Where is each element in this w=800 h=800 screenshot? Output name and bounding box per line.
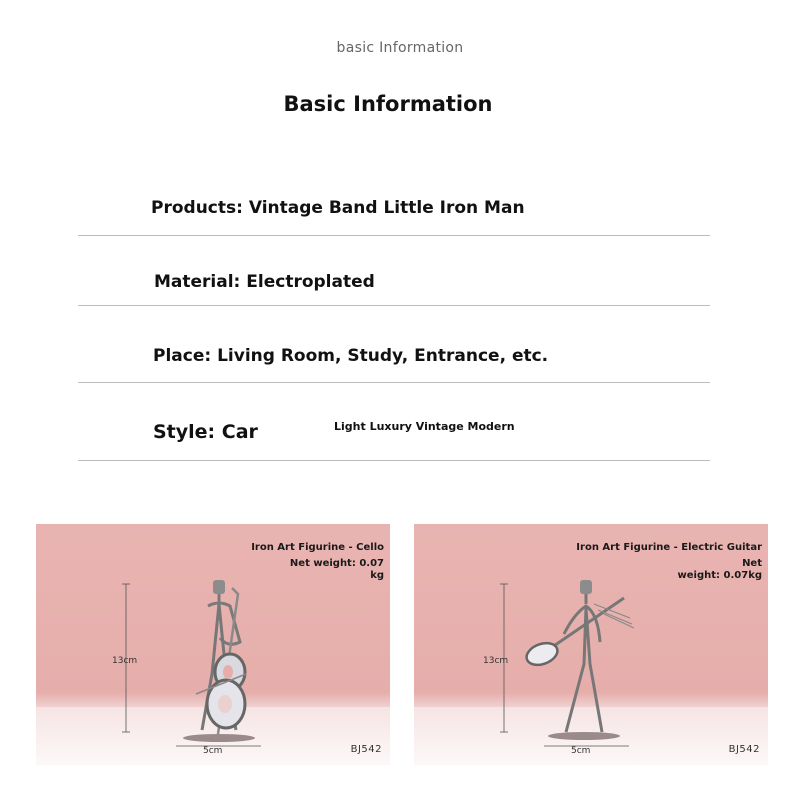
card-weight-unit: kg — [370, 570, 384, 581]
card-weight: Net — [742, 558, 762, 569]
product-card-electric-guitar — [414, 524, 768, 765]
info-row-label: Style: Car — [153, 421, 258, 443]
divider — [78, 235, 710, 236]
info-row-label: Place: Living Room, Study, Entrance, etc. — [153, 346, 549, 366]
height-label: 13cm — [112, 656, 138, 666]
card-weight-unit: weight: 0.07kg — [677, 570, 762, 581]
product-code: BJ542 — [350, 744, 382, 755]
guitar-figurine-icon — [414, 524, 768, 765]
product-card-cello — [36, 524, 390, 765]
info-row-label: Material: Electroplated — [154, 272, 375, 292]
height-label: 13cm — [483, 656, 509, 666]
divider — [78, 305, 710, 306]
card-weight: Net weight: 0.07 — [289, 558, 384, 569]
divider — [78, 460, 710, 461]
card-title: Iron Art Figurine - Electric Guitar — [576, 542, 762, 553]
divider — [78, 382, 710, 383]
section-title: Basic Information — [283, 92, 493, 116]
width-label: 5cm — [571, 746, 591, 756]
width-label: 5cm — [203, 746, 223, 756]
card-title: Iron Art Figurine - Cello — [251, 542, 384, 553]
product-code: BJ542 — [728, 744, 760, 755]
style-detail: Light Luxury Vintage Modern — [334, 420, 515, 433]
section-subtitle: basic Information — [336, 40, 464, 56]
info-row-label: Products: Vintage Band Little Iron Man — [151, 198, 525, 218]
